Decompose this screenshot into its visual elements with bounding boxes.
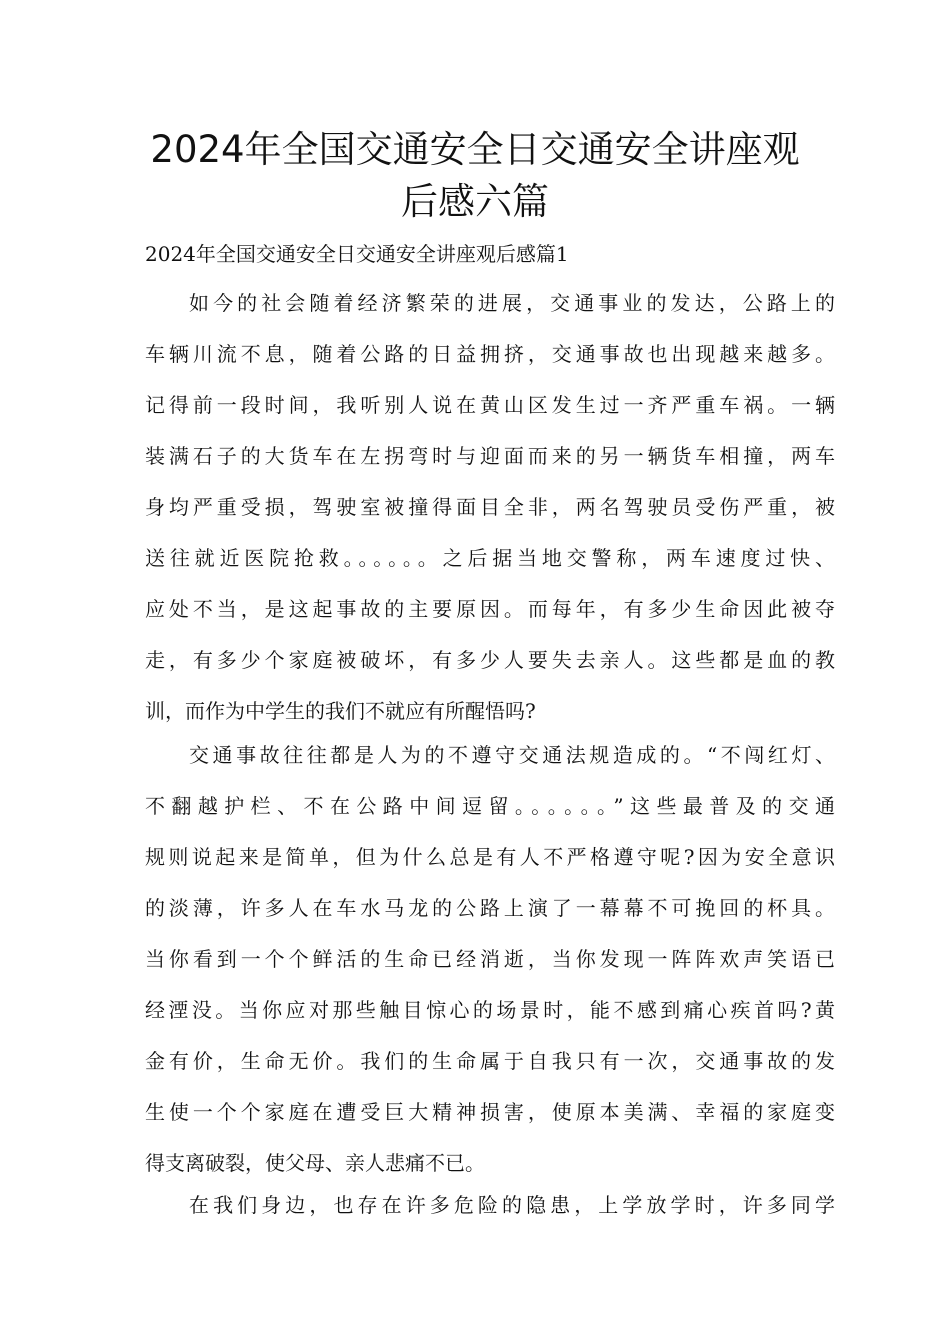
paragraph-line: 走，有多少个家庭被破坏，有多少人要失去亲人。这些都是血的教 [145,648,835,672]
paragraph-line: 如今的社会随着经济繁荣的进展，交通事业的发达，公路上的 [189,291,835,315]
paragraph-line: 不翻越护栏、不在公路中间逗留。。。。。。”这些最普及的交通 [145,794,835,818]
title-line: 2024年全国交通安全日交通安全讲座观 [150,128,800,171]
paragraph-line: 身均严重受损，驾驶室被撞得面目全非，两名驾驶员受伤严重，被 [145,495,835,519]
paragraph-line: 训，而作为中学生的我们不就应有所醒悟吗? [145,699,536,723]
paragraph-line: 在我们身边，也存在许多危险的隐患，上学放学时，许多同学 [189,1193,835,1217]
paragraph-line: 记得前一段时间，我听别人说在黄山区发生过一齐严重车祸。一辆 [145,393,835,417]
paragraph-line: 经湮没。当你应对那些触目惊心的场景时，能不感到痛心疾首吗?黄 [145,998,835,1022]
paragraph-line: 金有价，生命无价。我们的生命属于自我只有一次，交通事故的发 [145,1049,835,1073]
section-heading: 2024年全国交通安全日交通安全讲座观后感篇1 [145,242,569,266]
paragraph-line: 交通事故往往都是人为的不遵守交通法规造成的。“不闯红灯、 [189,743,835,767]
paragraph-2 [145,740,835,1199]
paragraph-line: 应处不当，是这起事故的主要原因。而每年，有多少生命因此被夺 [145,597,835,621]
paragraph-1 [145,288,835,747]
document-title [120,124,830,228]
paragraph-line: 装满石子的大货车在左拐弯时与迎面而来的另一辆货车相撞，两车 [145,444,835,468]
paragraph-line: 得支离破裂，使父母、亲人悲痛不已。 [145,1151,485,1175]
paragraph-line: 的淡薄，许多人在车水马龙的公路上演了一幕幕不可挽回的杯具。 [145,896,835,920]
paragraph-line: 生使一个个家庭在遭受巨大精神损害，使原本美满、幸福的家庭变 [145,1100,835,1124]
paragraph-line: 规则说起来是简单，但为什么总是有人不严格遵守呢?因为安全意识 [145,845,835,869]
paragraph-line: 车辆川流不息，随着公路的日益拥挤，交通事故也出现越来越多。 [145,342,835,366]
title-line: 后感六篇 [401,180,549,223]
paragraph-line: 当你看到一个个鲜活的生命已经消逝，当你发现一阵阵欢声笑语已 [145,947,835,971]
paragraph-3 [145,1190,835,1241]
paragraph-line: 送往就近医院抢救。。。。。。之后据当地交警称，两车速度过快、 [145,546,835,570]
